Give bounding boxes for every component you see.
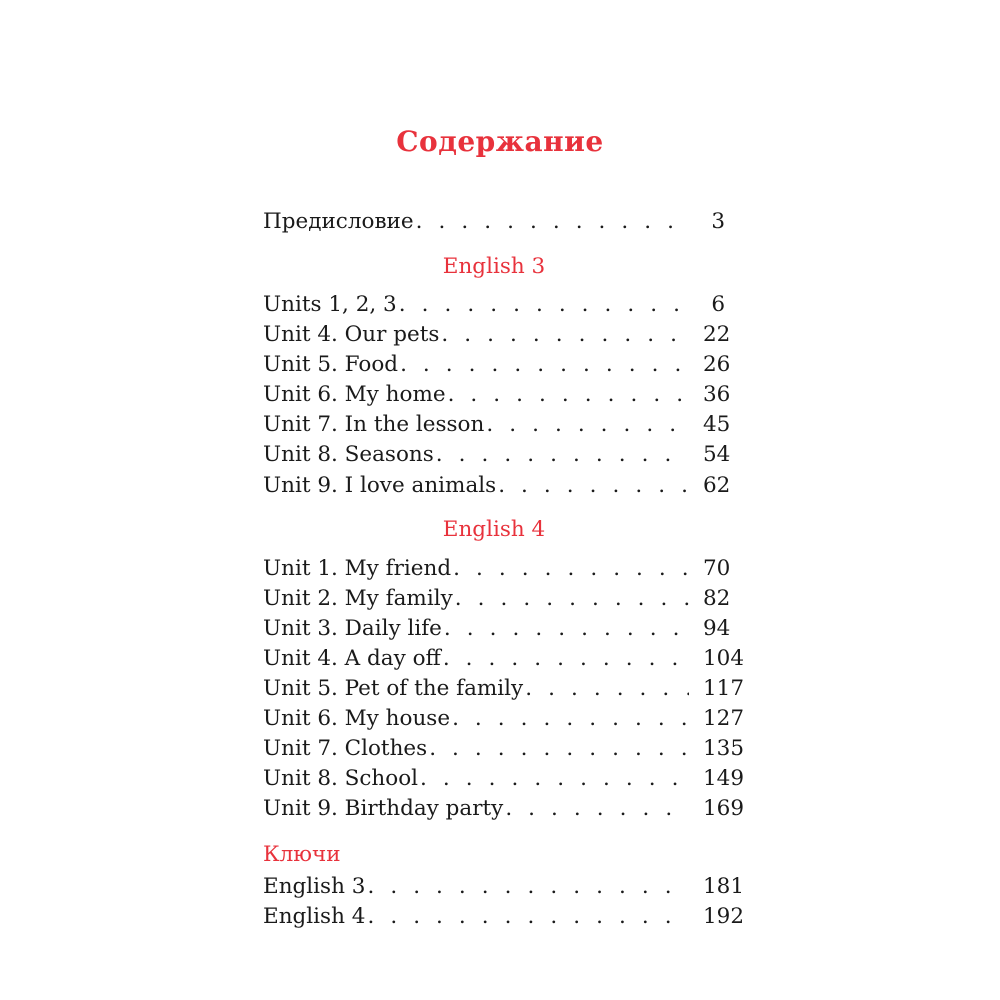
toc-entry-label: Unit 6. My house (263, 706, 451, 731)
toc-entry-label: Unit 9. Birthday party (263, 796, 504, 821)
toc-entry-label: Unit 3. Daily life (263, 616, 442, 641)
toc-entry[interactable] (263, 872, 745, 902)
dot-leader (486, 410, 689, 440)
toc-entry-label: Unit 4. A day off (263, 646, 441, 671)
toc-entry-label: Unit 8. School (263, 766, 419, 791)
toc-entry-page: 26 (703, 352, 731, 377)
dot-leader (400, 350, 689, 380)
dot-leader (444, 614, 689, 644)
toc-entry-page: 104 (703, 646, 745, 671)
toc-entry-page: 94 (703, 616, 731, 641)
dot-leader (455, 584, 689, 614)
toc-entry[interactable] (263, 734, 745, 764)
toc-entry-label: Unit 4. Our pets (263, 322, 440, 347)
toc-entry[interactable] (263, 794, 745, 824)
toc-entry-label: Unit 5. Pet of the family (263, 676, 524, 701)
toc-entry-label: Unit 2. My family (263, 586, 453, 611)
toc-entry-label: Unit 7. In the lesson (263, 412, 485, 437)
dot-leader (367, 902, 689, 932)
toc-entry-page: 169 (703, 796, 745, 821)
toc-entry-page: 82 (703, 586, 731, 611)
toc-entry-label: Unit 6. My home (263, 382, 446, 407)
toc-entry-page: 181 (703, 874, 745, 899)
toc-entry[interactable] (263, 290, 725, 320)
dot-leader (525, 674, 689, 704)
toc-entry[interactable] (263, 440, 731, 470)
toc-entry-page: 149 (703, 766, 745, 791)
dot-leader (448, 380, 689, 410)
toc-entry-page: 127 (703, 706, 745, 731)
toc-entry[interactable] (263, 554, 731, 584)
toc-entry[interactable] (263, 704, 745, 734)
dot-leader (441, 320, 689, 350)
toc-entry-page: 70 (703, 556, 731, 581)
dot-leader (498, 471, 689, 501)
toc-entry-label: Unit 1. My friend (263, 556, 452, 581)
toc-entry[interactable] (263, 380, 731, 410)
toc-entry-page: 36 (703, 382, 731, 407)
toc-entry[interactable] (263, 614, 731, 644)
section-heading-english-3: English 3 (442, 254, 546, 279)
toc-entry-label: English 3 (263, 874, 366, 899)
toc-entry-page: 6 (711, 292, 725, 317)
toc-entry-label: Unit 5. Food (263, 352, 399, 377)
toc-entry-page: 62 (703, 473, 731, 498)
dot-leader (505, 794, 689, 824)
toc-entry-preface[interactable] (263, 207, 725, 237)
toc-entry[interactable] (263, 674, 745, 704)
toc-entry-page: 135 (703, 736, 745, 761)
toc-entry[interactable] (263, 471, 731, 501)
toc-entry-label: Unit 8. Seasons (263, 442, 434, 467)
dot-leader (436, 440, 689, 470)
toc-entry[interactable] (263, 902, 745, 932)
toc-entry-page: 54 (703, 442, 731, 467)
dot-leader (443, 644, 689, 674)
page-title: Содержание (396, 125, 604, 158)
dot-leader (452, 704, 689, 734)
toc-entry-label: Units 1, 2, 3 (263, 292, 397, 317)
dot-leader (453, 554, 689, 584)
toc-entry[interactable] (263, 584, 731, 614)
toc-entry[interactable] (263, 644, 745, 674)
toc-entry[interactable] (263, 764, 745, 794)
toc-entry-label: Предисловие (263, 209, 414, 234)
toc-entry-page: 117 (703, 676, 745, 701)
toc-entry-page: 22 (703, 322, 731, 347)
toc-entry[interactable] (263, 410, 731, 440)
toc-entry-page: 45 (703, 412, 731, 437)
toc-entry[interactable] (263, 350, 731, 380)
toc-entry-page: 3 (711, 209, 725, 234)
dot-leader (416, 207, 689, 237)
toc-entry-label: Unit 9. I love animals (263, 473, 497, 498)
toc-entry-label: English 4 (263, 904, 366, 929)
dot-leader (399, 290, 689, 320)
toc-entry-label: Unit 7. Clothes (263, 736, 428, 761)
dot-leader (420, 764, 689, 794)
dot-leader (367, 872, 689, 902)
toc-entry-page: 192 (703, 904, 745, 929)
dot-leader (429, 734, 689, 764)
section-heading-english-4: English 4 (442, 517, 546, 542)
section-heading-keys: Ключи (263, 842, 341, 867)
toc-entry[interactable] (263, 320, 731, 350)
